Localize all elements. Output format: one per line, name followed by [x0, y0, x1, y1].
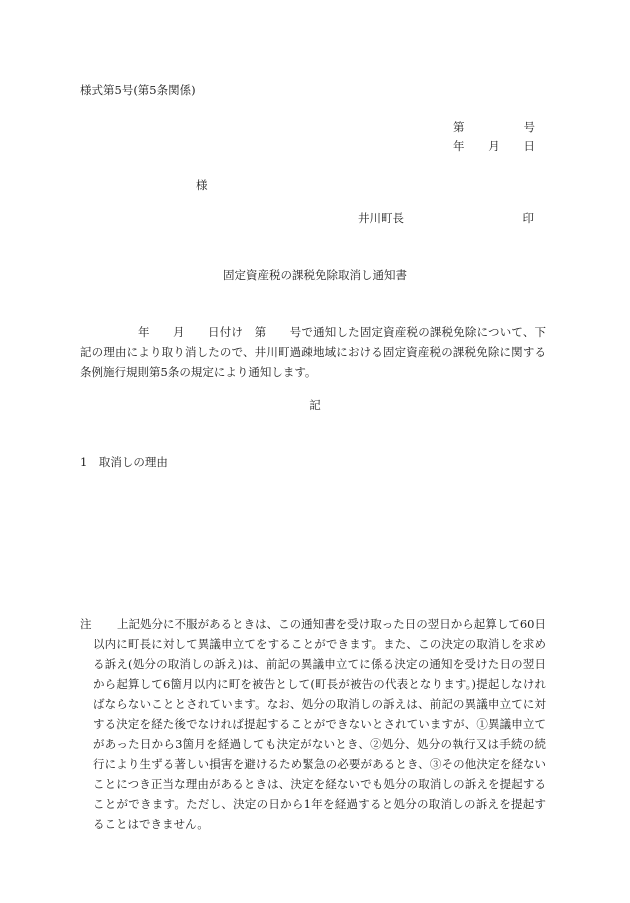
number-prefix: 第	[453, 120, 465, 134]
issuer	[358, 210, 534, 226]
seal-mark: 印	[522, 211, 534, 225]
document-date	[453, 138, 535, 154]
note-block	[80, 614, 546, 834]
ki-heading: 記	[309, 398, 321, 412]
note-label: 注	[80, 617, 92, 631]
document-title: 固定資産税の課税免除取消し通知書	[223, 268, 407, 282]
section-reason-heading: 1 取消しの理由	[80, 455, 168, 469]
form-label: 様式第5号(第5条関係)	[80, 83, 196, 97]
document-number	[453, 119, 535, 135]
number-suffix: 号	[523, 120, 535, 134]
issuer-name: 井川町長	[358, 211, 404, 225]
date-year: 年	[453, 139, 465, 153]
note-text: 上記処分に不服があるときは、この通知書を受け取った日の翌日から起算して60日以内に町長に対して異議申立てをすることができます。また、この決定の取消しを求める訴え(処分の取消しの訴え)は、前記の異議申立てに係る決定の通知を受けた日の翌日から起算して6箇月以内に町を被告として(町長が被告の代表となります。)提起しなければならないこととされています。なお、処分の取消しの訴えは、前記の異議申立てに対する決定を経た後でなければ提起することができないとされていますが、①異議申立てがあった日から3箇月を経過しても決定がないとき、②処分、処分の執行又は手続の続行により生ずる著しい損害を避けるため緊急の必要があるとき、③その他決定を経ないことにつき正当な理由があるときは、決定を経ないでも処分の取消しの訴えを提起することができます。ただし、決定の日から1年を経過すると処分の取消しの訴えを提起することはできません。	[93, 617, 546, 831]
date-month: 月	[488, 139, 500, 153]
date-day: 日	[523, 139, 535, 153]
body-paragraph: 年 月 日付け 第 号で通知した固定資産税の課税免除について、下記の理由により取り消したので、井川町過疎地域における固定資産税の課税免除に関する条例施行規則第5条の規定により通知します。	[80, 325, 546, 379]
addressee: 様	[196, 178, 208, 192]
